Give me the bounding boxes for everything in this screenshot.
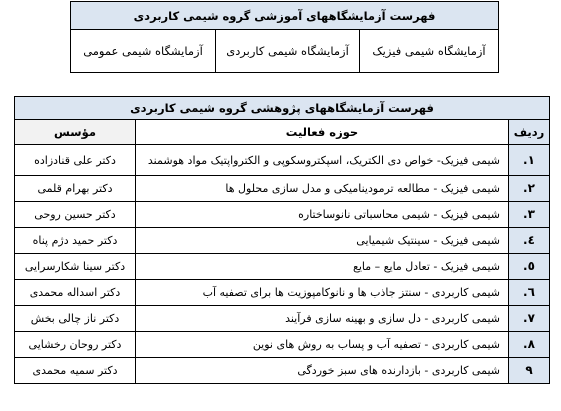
- row-founder: دکتر حسین روحی: [15, 202, 136, 228]
- row-num: ۷.: [509, 306, 550, 332]
- row-founder: دکتر علی قنادزاده: [15, 145, 136, 176]
- row-activity: شیمی فیزیک - سینتیک شیمیایی: [136, 228, 509, 254]
- table-row: [15, 254, 550, 280]
- table-row: [15, 145, 550, 176]
- research-labs-title: فهرست آزمایشگاههای پژوهشی گروه شیمی کاربردی: [15, 97, 550, 120]
- educational-labs-title: فهرست آزمایشگاههای آموزشی گروه شیمی کاربردی: [71, 2, 499, 30]
- row-founder: دکتر روحان رخشایی: [15, 332, 136, 358]
- row-num: ۸.: [509, 332, 550, 358]
- row-founder: دکتر ناز چالی بخش: [15, 306, 136, 332]
- lab-general-chemistry: آزمایشگاه شیمی عمومی: [71, 30, 216, 73]
- row-num: ۱.: [509, 145, 550, 176]
- research-labs-header-row: [15, 120, 550, 145]
- table-row: [15, 280, 550, 306]
- header-activity: حوزه فعالیت: [136, 120, 509, 145]
- educational-labs-table: [70, 1, 499, 73]
- row-activity: شیمی فیزیک - مطالعه ترمودینامیکی و مدل سازی محلول ها: [136, 176, 509, 202]
- table-row: [15, 332, 550, 358]
- lab-physical-chemistry: آزمایشگاه شیمی فیزیک: [360, 30, 499, 73]
- row-activity: شیمی فیزیک- خواص دی الکتریک، اسپکتروسکوپی و الکترواپتیک مواد هوشمند: [136, 145, 509, 176]
- table-row: [15, 228, 550, 254]
- row-activity: شیمی کاربردی - سنتز جاذب ها و نانوکامپوزیت ها برای تصفیه آب: [136, 280, 509, 306]
- row-num: ۳.: [509, 202, 550, 228]
- row-activity: شیمی فیزیک - شیمی محاسباتی نانوساختاره: [136, 202, 509, 228]
- row-num: ۲.: [509, 176, 550, 202]
- table-row: [15, 202, 550, 228]
- row-founder: دکتر سمیه محمدی: [15, 358, 136, 384]
- row-activity: شیمی کاربردی - تصفیه آب و پساب به روش های نوین: [136, 332, 509, 358]
- row-founder: دکتر حمید دژم پناه: [15, 228, 136, 254]
- research-labs-table: [14, 96, 550, 384]
- row-activity: شیمی کاربردی - دل سازی و بهینه سازی فرآیند: [136, 306, 509, 332]
- table-row: [15, 176, 550, 202]
- row-activity: شیمی کاربردی - بازدارنده های سبز خوردگی: [136, 358, 509, 384]
- row-founder: دکتر اسداله محمدی: [15, 280, 136, 306]
- row-num: ٤.: [509, 228, 550, 254]
- row-num: ٦.: [509, 280, 550, 306]
- header-num: ردیف: [509, 120, 550, 145]
- lab-applied-chemistry: آزمایشگاه شیمی کاربردی: [216, 30, 360, 73]
- row-founder: دکتر بهرام قلمی: [15, 176, 136, 202]
- row-founder: دکتر سینا شکارسرایی: [15, 254, 136, 280]
- row-activity: شیمی فیزیک - تعادل مایع – مایع: [136, 254, 509, 280]
- header-founder: مؤسس: [15, 120, 136, 145]
- row-num: ٥.: [509, 254, 550, 280]
- row-num: ۹: [509, 358, 550, 384]
- table-row: [15, 358, 550, 384]
- table-row: [15, 306, 550, 332]
